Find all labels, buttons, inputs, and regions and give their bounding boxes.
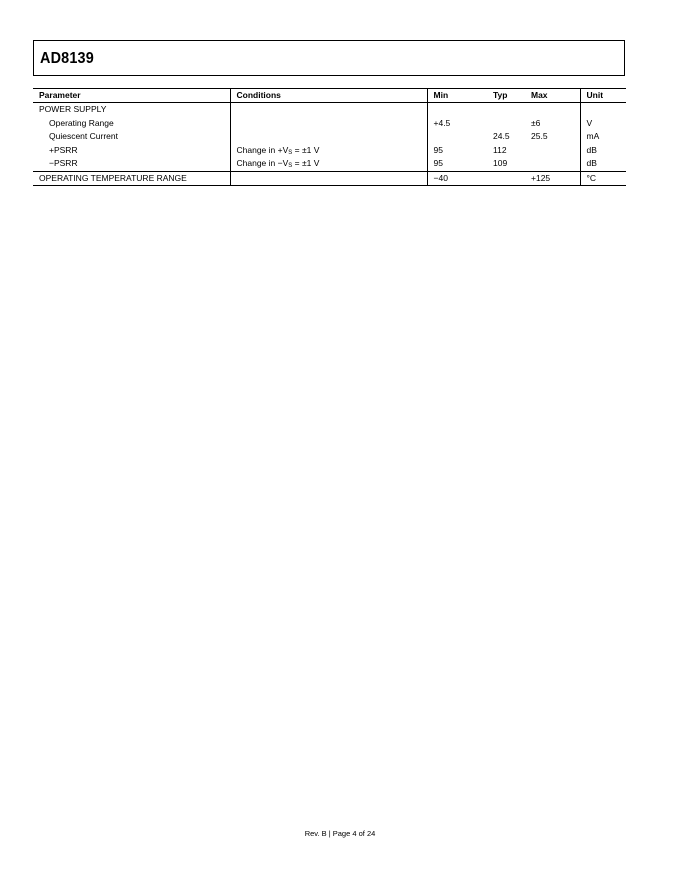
column-header-unit: Unit bbox=[580, 89, 626, 103]
column-header-typ: Typ bbox=[487, 89, 525, 103]
cell-min bbox=[427, 103, 487, 117]
cell-conditions bbox=[230, 103, 427, 117]
cell-typ bbox=[487, 171, 525, 186]
column-header-conditions: Conditions bbox=[230, 89, 427, 103]
cell-conditions: Change in $-V_S = \pm 1$ V bbox=[230, 157, 427, 171]
cell-min bbox=[427, 130, 487, 144]
table-header-row bbox=[33, 89, 626, 103]
column-header-parameter: Parameter bbox=[33, 89, 230, 103]
cell-max bbox=[525, 144, 580, 158]
table-row bbox=[33, 117, 626, 131]
table-row bbox=[33, 130, 626, 144]
table-row bbox=[33, 144, 626, 158]
cell-max: +125 bbox=[525, 171, 580, 186]
table-row bbox=[33, 157, 626, 171]
cell-unit: mA bbox=[586, 131, 600, 141]
cell-min: +4.5 bbox=[433, 117, 451, 128]
cell-typ bbox=[487, 117, 525, 131]
cell-max bbox=[525, 157, 580, 171]
cell-max bbox=[525, 103, 580, 117]
part-number: AD8139 bbox=[40, 50, 94, 67]
table-row bbox=[33, 171, 626, 186]
cell-parameter: −PSRR bbox=[33, 157, 230, 171]
cell-min: 95 bbox=[427, 157, 487, 171]
cell-parameter: OPERATING TEMPERATURE RANGE bbox=[33, 171, 230, 186]
cell-unit: dB bbox=[580, 157, 626, 171]
column-header-max: Max bbox=[525, 89, 580, 103]
page-footer: Rev. B | Page 4 of 24 bbox=[304, 829, 376, 838]
header-box bbox=[33, 40, 625, 76]
cell-parameter: Operating Range bbox=[33, 117, 230, 131]
cell-conditions: Change in $+V_S = \pm 1$ V bbox=[230, 144, 427, 158]
cell-unit bbox=[580, 103, 626, 117]
cell-min: 95 bbox=[433, 144, 443, 155]
cell-conditions bbox=[230, 130, 427, 144]
cell-typ: 112 bbox=[493, 144, 507, 155]
cell-max: 25.5 bbox=[525, 130, 580, 144]
cell-min: −40 bbox=[427, 171, 487, 186]
cell-parameter: Quiescent Current bbox=[33, 130, 230, 144]
cell-typ: 109 bbox=[487, 157, 525, 171]
cell-conditions bbox=[230, 117, 427, 131]
column-header-min: Min bbox=[427, 89, 487, 103]
cell-unit: dB bbox=[586, 144, 597, 155]
cell-unit: V bbox=[586, 117, 593, 128]
cell-typ bbox=[487, 103, 525, 117]
cell-max: ±6 bbox=[525, 117, 580, 131]
cell-typ: 24.5 bbox=[493, 131, 510, 141]
table-row bbox=[33, 103, 626, 117]
cell-parameter: POWER SUPPLY bbox=[33, 103, 230, 117]
cell-conditions bbox=[230, 171, 427, 186]
cell-parameter: +PSRR bbox=[33, 144, 230, 158]
cell-unit: °C bbox=[580, 171, 626, 186]
specifications-table bbox=[33, 88, 626, 186]
